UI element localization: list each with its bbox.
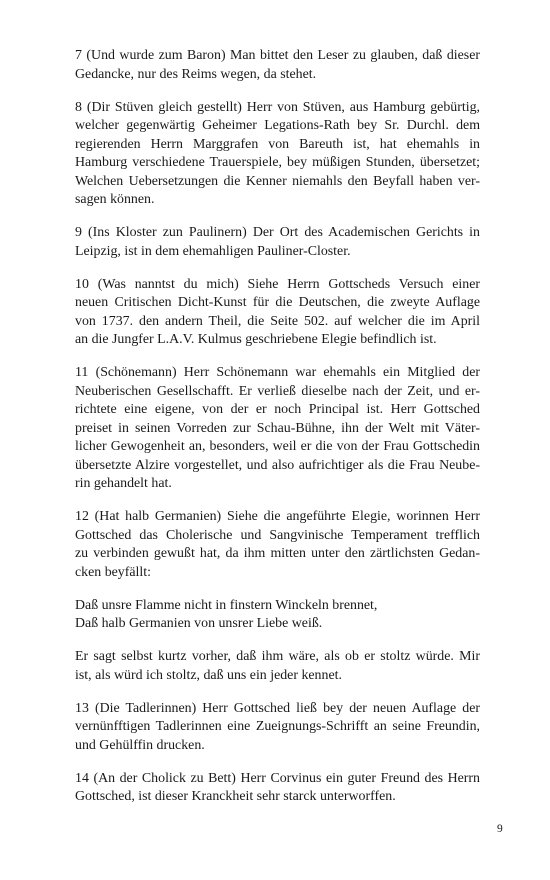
text-line: preiset in seinen Vorreden zur Schau-Bühne, ihn der Welt mit Väter- — [75, 420, 480, 436]
text-line: Gottsched, ist dieser Kranckheit sehr starck unterworffen. — [75, 789, 396, 804]
note-12-paragraph — [75, 508, 480, 582]
text-line: übersetzte Alzire vorgestellet, und also aufrichtiger als die Frau Neube- — [75, 457, 480, 473]
text-line: neuen Critischen Dicht-Kunst für die Deutschen, die zweyte Auflage — [75, 295, 480, 310]
note-14-paragraph — [75, 770, 480, 807]
text-line: vernünfftigen Tadlerinnen eine Zueignungs-Schrifft an seine Freundin, — [75, 719, 480, 734]
text-line: 10 (Was nanntst du mich) Siehe Herrn Gottscheds Versuch einer — [75, 276, 480, 292]
text-line: regierenden Herrn Marggrafen von Bareuth ist, hat ehemahls in — [75, 136, 480, 152]
text-line: Er sagt selbst kurtz vorher, daß ihm wäre, als ob er stoltz würde. Mir — [75, 649, 480, 664]
text-line: sagen können. — [75, 192, 155, 207]
note-10-paragraph — [75, 276, 480, 350]
text-line: Welchen Uebersetzungen die Kenner niemahls den Beyfall haben ver- — [75, 173, 480, 189]
footnotes-text-block — [75, 47, 480, 821]
text-line: Neuberischen Gesellschafft. Er verließ dieselbe nach der Zeit, und er- — [75, 383, 480, 399]
page-number: 9 — [497, 823, 503, 835]
note-11-paragraph — [75, 364, 480, 494]
text-line: 7 (Und wurde zum Baron) Man bittet den Leser zu glauben, daß dieser — [75, 48, 480, 63]
note-12-continuation-paragraph — [75, 648, 480, 685]
text-line: Gedancke, nur des Reims wegen, da stehet. — [75, 66, 317, 82]
text-line: und Gehülffin drucken. — [75, 737, 205, 753]
text-line: Leipzig, ist in dem ehemahligen Pauliner-Closter. — [75, 243, 351, 259]
verse-quotation — [75, 597, 480, 634]
text-line: 9 (Ins Kloster zun Paulinern) Der Ort des Academischen Gerichts in — [75, 225, 480, 240]
text-line: 11 (Schönemann) Herr Schönemann war ehemahls ein Mitglied der — [75, 365, 480, 380]
note-13-paragraph — [75, 700, 480, 756]
text-line: 14 (An der Cholick zu Bett) Herr Corvinus ein guter Freund des Herrn — [75, 770, 480, 786]
text-line: ist, als würd ich stoltz, daß uns ein jeder kennet. — [75, 667, 342, 683]
text-line: rin gehandelt hat. — [75, 476, 172, 491]
verse-line: Daß unsre Flamme nicht in finstern Winckeln brennet, — [75, 597, 378, 613]
text-line: 13 (Die Tadlerinnen) Herr Gottsched ließ bey der neuen Auflage der — [75, 700, 480, 716]
text-line: 8 (Dir Stüven gleich gestellt) Herr von Stüven, aus Hamburg gebürtig, — [75, 99, 480, 115]
text-line: licher Gewogenheit an, besonders, weil er die von der Frau Gottschedin — [75, 439, 480, 454]
note-8-paragraph — [75, 99, 480, 210]
text-line: welcher gegenwärtig Geheimer Legations-Rath bey Sr. Durchl. dem — [75, 118, 480, 133]
text-line: Gottsched das Cholerische und Sangvinische Temperament trefflich — [75, 527, 480, 543]
note-9-paragraph — [75, 224, 480, 261]
text-line: zu verbinden gewußt hat, da ihm mitten unter den zärtlichsten Gedan- — [75, 546, 480, 561]
note-7-paragraph — [75, 47, 480, 84]
text-line: cken beyfällt: — [75, 564, 151, 580]
text-line: an die Jungfer L.A.V. Kulmus geschriebene Elegie befindlich ist. — [75, 332, 437, 347]
text-line: richtete eine eigene, von der er noch Principal ist. Herr Gottsched — [75, 402, 480, 417]
verse-line: Daß halb Germanien von unsrer Liebe weiß. — [75, 616, 323, 631]
text-line: von 1737. den andern Theil, die Seite 502. auf welcher die im April — [75, 313, 480, 329]
text-line: Hamburg verschiedene Trauerspiele, bey müßigen Stunden, übersetzet; — [75, 155, 480, 170]
text-line: 12 (Hat halb Germanien) Siehe die angeführte Elegie, worinnen Herr — [75, 509, 480, 524]
